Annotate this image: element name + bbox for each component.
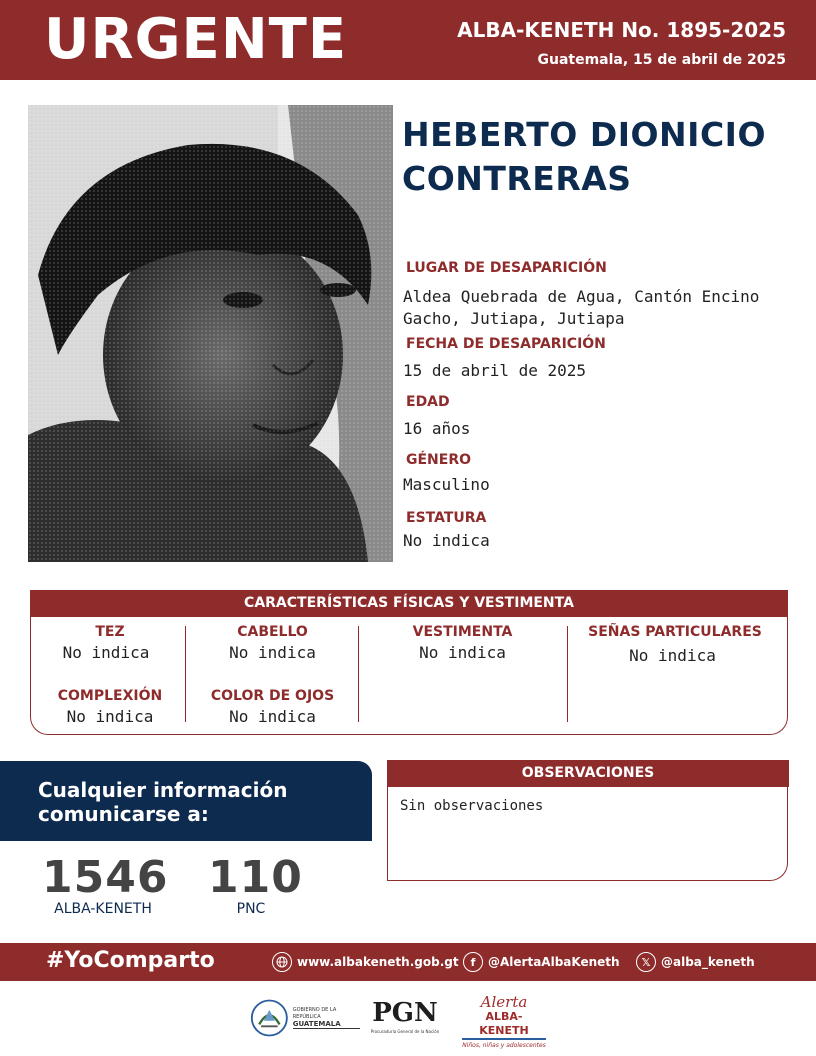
hotline-label: ALBA-KENETH [54, 901, 152, 917]
person-name [402, 113, 802, 201]
contact-line2: comunicarse a: [38, 802, 209, 826]
x-text: @alba_keneth [661, 955, 755, 969]
pgn-subtext: Procuraduría General de la Nación [370, 1029, 440, 1034]
alert-number: ALBA-KENETH No. 1895-2025 [457, 18, 786, 42]
place-value-line2: Gacho, Jutiapa, Jutiapa [403, 309, 625, 328]
gender-value: Masculino [403, 475, 490, 494]
date-value: 15 de abril de 2025 [403, 361, 587, 380]
height-label: ESTATURA [406, 510, 487, 526]
alerta-alba-keneth-logo [462, 993, 546, 1049]
x-link[interactable] [636, 952, 755, 972]
coat-of-arms-icon [250, 997, 289, 1039]
clothing-label: VESTIMENTA [412, 624, 513, 640]
age-label: EDAD [406, 394, 450, 410]
facebook-link[interactable] [463, 952, 620, 972]
pnc-hotline [208, 852, 303, 917]
hair-label: CABELLO [237, 624, 308, 640]
place-value-line1: Aldea Quebrada de Agua, Cantón Encino [403, 287, 760, 306]
alerta-text: Alerta [480, 993, 528, 1011]
observations-title: OBSERVACIONES [387, 760, 789, 787]
person-name-line1: HEBERTO DIONICIO [402, 115, 767, 154]
alba-text: ALBA-KENETH [462, 1010, 546, 1040]
eye-color-value: No indica [229, 707, 316, 726]
alba-keneth-hotline [42, 852, 169, 917]
contact-text [38, 778, 288, 826]
divider [567, 626, 568, 722]
build-label: COMPLEXIÓN [57, 688, 163, 704]
gender-label: GÉNERO [406, 452, 472, 468]
pnc-number: 110 [208, 852, 303, 903]
hair-value: No indica [229, 643, 316, 662]
hotline-number: 1546 [42, 852, 169, 903]
build-value: No indica [66, 707, 154, 726]
marks-value: No indica [629, 646, 716, 665]
hashtag: #YoComparto [46, 948, 215, 973]
contact-line1: Cualquier información [38, 778, 288, 802]
date-label: FECHA DE DESAPARICIÓN [406, 336, 606, 352]
facebook-icon: f [463, 952, 483, 972]
place-label: LUGAR DE DESAPARICIÓN [406, 260, 607, 276]
x-icon: 𝕏 [636, 952, 656, 972]
tez-label: TEZ [95, 624, 125, 640]
height-value: No indica [403, 531, 490, 550]
alba-subtext: Niños, niñas y adolescentes [462, 1042, 546, 1049]
clothing-value: No indica [419, 643, 506, 662]
age-value: 16 años [403, 419, 471, 438]
person-name-line2: CONTRERAS [402, 159, 632, 198]
website-link[interactable] [272, 952, 459, 972]
government-logo [250, 996, 360, 1040]
characteristics-title: CARACTERÍSTICAS FÍSICAS Y VESTIMENTA [30, 590, 788, 617]
tez-value: No indica [62, 643, 150, 662]
observations-text: Sin observaciones [400, 798, 544, 814]
marks-label: SEÑAS PARTICULARES [588, 624, 762, 640]
facebook-text: @AlertaAlbaKeneth [488, 955, 620, 969]
pnc-label: PNC [236, 901, 266, 917]
urgent-title: URGENTE [44, 7, 348, 72]
gov-line1: GOBIERNO DE LA REPÚBLICA [292, 1007, 337, 1020]
eye-color-label: COLOR DE OJOS [210, 688, 335, 704]
pgn-logo [365, 998, 445, 1038]
gov-line2: GUATEMALA [293, 1021, 360, 1029]
missing-person-photo [28, 105, 393, 562]
pgn-text: PGN [372, 998, 438, 1028]
place-value [403, 286, 759, 330]
website-text: www.albakeneth.gob.gt [297, 955, 459, 969]
alert-date: Guatemala, 15 de abril de 2025 [537, 52, 786, 68]
globe-icon [272, 952, 292, 972]
divider [358, 626, 359, 722]
